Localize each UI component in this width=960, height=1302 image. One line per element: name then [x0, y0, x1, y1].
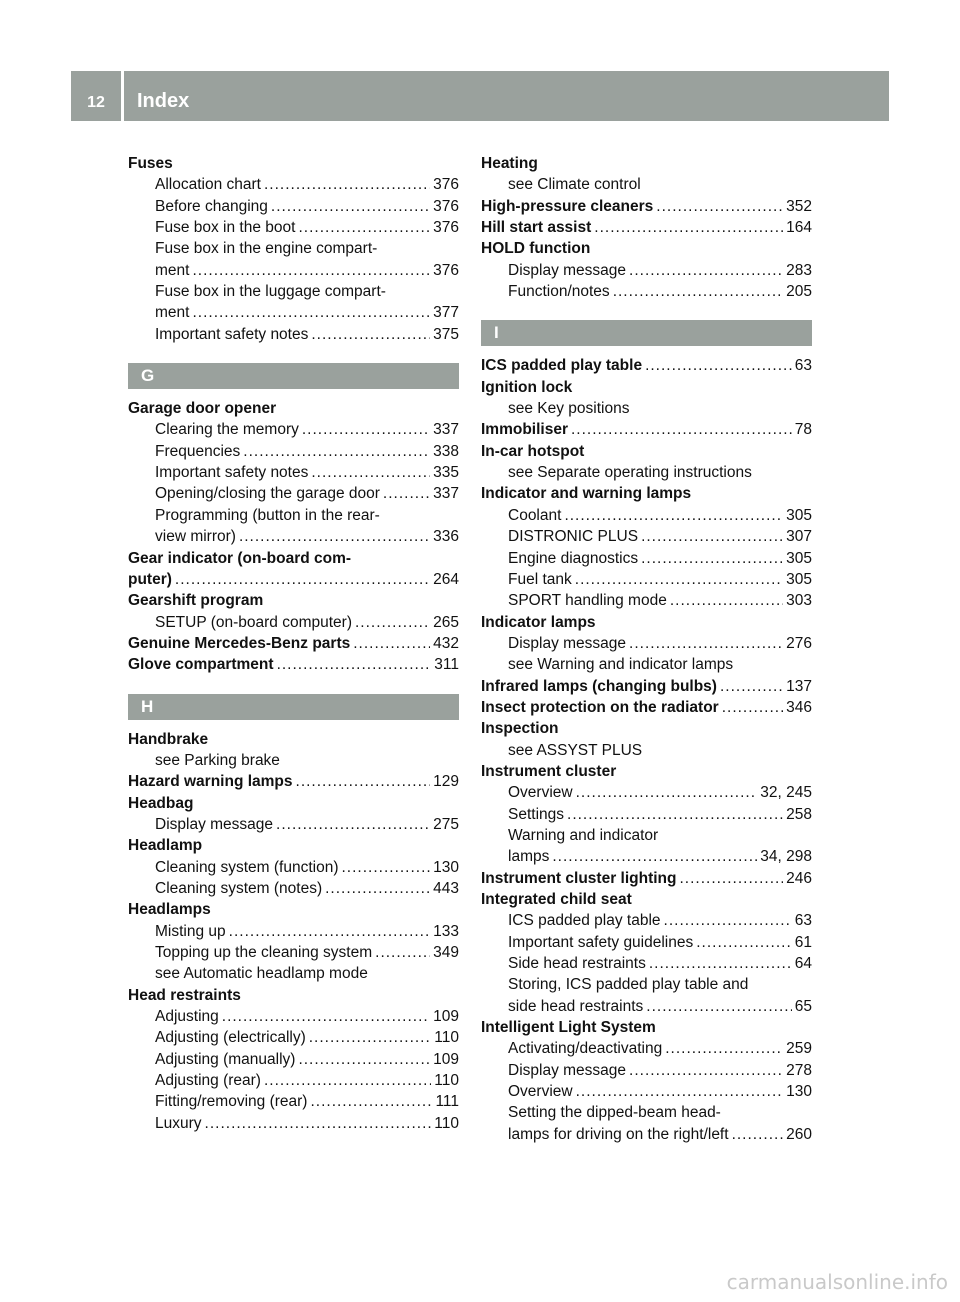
page-ref: 205 [786, 283, 812, 301]
dot-leader [594, 217, 783, 238]
index-subentry: see ASSYST PLUS [508, 741, 643, 759]
entry-label: Display message [508, 1061, 627, 1079]
page-ref: 336 [433, 528, 459, 546]
dot-leader [664, 910, 792, 931]
letter-divider: H [128, 694, 459, 720]
index-heading: Headlamp [128, 837, 203, 855]
dot-leader [309, 1027, 432, 1048]
index-subentry: see Climate control [508, 176, 641, 194]
index-subentry [481, 590, 812, 611]
entry-label: ICS padded play table [508, 912, 661, 930]
letter-divider: G [128, 363, 459, 389]
index-subentry [128, 1027, 459, 1048]
index-heading: Garage door opener [128, 400, 277, 418]
entry-label: lamps [508, 848, 550, 866]
dot-leader [567, 804, 783, 825]
page-ref: 64 [794, 955, 812, 973]
dot-leader [264, 174, 430, 195]
page-ref: 265 [433, 613, 459, 631]
dot-leader [613, 281, 783, 302]
entry-label: Overview [508, 1083, 573, 1101]
index-subentry [481, 260, 812, 281]
index-subentry: see Parking brake [155, 751, 280, 769]
page-ref: 130 [433, 858, 459, 876]
page-ref: 63 [794, 912, 812, 930]
entry-label: Allocation chart [155, 176, 261, 194]
dot-leader [325, 878, 430, 899]
page-ref: 130 [786, 1083, 812, 1101]
index-subentry [481, 569, 812, 590]
index-subentry [128, 612, 459, 633]
entry-label: Infrared lamps (changing bulbs) [481, 677, 717, 695]
index-subentry: see Warning and indicator lamps [508, 656, 734, 674]
dot-leader [552, 846, 757, 867]
index-subentry [481, 846, 812, 867]
index-heading: Integrated child seat [481, 891, 632, 908]
page-ref: 376 [433, 197, 459, 215]
index-heading: Headbag [128, 794, 194, 812]
page-ref: 32, 245 [760, 784, 812, 802]
index-subentry [128, 196, 459, 217]
dot-leader [192, 302, 430, 323]
page-ref: 259 [786, 1040, 812, 1058]
index-heading: In-car hotspot [481, 442, 585, 460]
page-ref: 65 [794, 997, 812, 1015]
page-ref: 111 [435, 1093, 459, 1111]
index-heading: Gearshift program [128, 592, 264, 610]
entry-label: Misting up [155, 922, 226, 940]
dot-leader [576, 1081, 784, 1102]
index-heading: Handbrake [128, 730, 209, 748]
page-ref: 376 [433, 176, 459, 194]
dot-leader [243, 441, 430, 462]
dot-leader [222, 1006, 430, 1027]
page-ref: 109 [433, 1008, 459, 1026]
dot-leader [192, 260, 430, 281]
dot-leader [298, 1049, 430, 1070]
dot-leader [645, 355, 792, 376]
entry-label: Adjusting [155, 1008, 219, 1026]
page-ref: 305 [786, 506, 812, 524]
index-heading: Indicator lamps [481, 613, 596, 631]
entry-label: Overview [508, 784, 573, 802]
page-ref: 34, 298 [760, 848, 812, 866]
page-ref: 375 [433, 325, 459, 343]
entry-label: High-pressure cleaners [481, 197, 654, 215]
dot-leader [722, 697, 783, 718]
index-subentry: Warning and indicator [508, 826, 659, 844]
page-ref: 335 [433, 464, 459, 482]
index-subentry [481, 910, 812, 931]
index-subentry [481, 1124, 812, 1145]
entry-label: Frequencies [155, 442, 241, 460]
page-ref: 432 [433, 634, 459, 652]
page-ref: 276 [786, 634, 812, 652]
page-ref: 109 [433, 1050, 459, 1068]
index-entry [128, 633, 459, 654]
index-entry [128, 569, 459, 590]
entry-label: SPORT handling mode [508, 592, 667, 610]
index-subentry [481, 526, 812, 547]
entry-label: Hill start assist [481, 219, 592, 237]
index-heading: Instrument cluster [481, 762, 617, 780]
page-ref: 377 [433, 304, 459, 322]
entry-label: Glove compartment [128, 656, 274, 674]
index-entry [481, 355, 812, 376]
entry-label: Cleaning system (notes) [155, 879, 323, 897]
entry-label: Adjusting (manually) [155, 1050, 296, 1068]
dot-leader [302, 419, 430, 440]
entry-label: Immobiliser [481, 421, 568, 439]
index-subentry [128, 324, 459, 345]
index-subentry [128, 462, 459, 483]
index-column-right [481, 153, 812, 1145]
page-ref: 258 [786, 805, 812, 823]
index-subentry: see Key positions [508, 400, 630, 418]
dot-leader [646, 996, 791, 1017]
page-ref: 305 [786, 549, 812, 567]
index-subentry [481, 804, 812, 825]
entry-label: Important safety notes [155, 464, 309, 482]
entry-label: view mirror) [155, 528, 236, 546]
entry-label: ment [155, 261, 190, 279]
index-subentry [128, 878, 459, 899]
page-ref: 275 [433, 815, 459, 833]
index-subentry [128, 814, 459, 835]
page-ref: 349 [433, 944, 459, 961]
index-subentry: Fuse box in the luggage compart- [155, 283, 386, 301]
index-subentry [128, 419, 459, 440]
page-ref: 246 [786, 869, 812, 887]
page-ref: 305 [786, 570, 812, 588]
dot-leader [649, 953, 792, 974]
page-ref: 338 [433, 442, 459, 460]
index-subentry [128, 1049, 459, 1070]
index-subentry [128, 174, 459, 195]
entry-label: Hazard warning lamps [128, 773, 293, 791]
entry-label: Topping up the cleaning system [155, 944, 373, 961]
entry-label: Cleaning system (function) [155, 858, 339, 876]
dot-leader [311, 324, 430, 345]
entry-label: Genuine Mercedes-Benz parts [128, 634, 351, 652]
entry-label: Engine diagnostics [508, 549, 639, 567]
page-number: 12 [87, 94, 105, 111]
index-subentry [128, 302, 459, 323]
page-ref: 346 [786, 698, 812, 716]
entry-label: Activating/deactivating [508, 1040, 663, 1058]
dot-leader [355, 612, 430, 633]
dot-leader [205, 1113, 432, 1134]
dot-leader [629, 1060, 783, 1081]
dot-leader [342, 857, 431, 878]
page-ref: 63 [794, 357, 812, 375]
page-ref: 307 [786, 528, 812, 546]
watermark: carmanualsonline.info [726, 1270, 948, 1294]
entry-label: Clearing the memory [155, 421, 299, 439]
index-entry [481, 217, 812, 238]
page-ref: 376 [433, 219, 459, 237]
dot-leader [175, 569, 430, 590]
dot-leader [298, 217, 430, 238]
letter-divider: I [481, 320, 812, 346]
entry-label: Fitting/removing (rear) [155, 1093, 308, 1111]
index-subentry [128, 441, 459, 462]
entry-label: Side head restraints [508, 955, 646, 973]
page-ref: 376 [433, 261, 459, 279]
dot-leader [239, 526, 430, 547]
page-ref: 260 [786, 1125, 812, 1143]
dot-leader [720, 676, 783, 697]
dot-leader [629, 260, 783, 281]
index-subentry [481, 953, 812, 974]
dot-leader [277, 654, 432, 675]
page-ref: 137 [786, 677, 812, 695]
dot-leader [311, 462, 430, 483]
dot-leader [571, 419, 792, 440]
index-subentry [481, 1060, 812, 1081]
page-ref: 283 [786, 261, 812, 279]
dot-leader [276, 814, 430, 835]
index-subentry [128, 526, 459, 547]
entry-label: side head restraints [508, 997, 644, 1015]
entry-label: Fuse box in the boot [155, 219, 296, 237]
index-heading: Intelligent Light System [481, 1019, 656, 1037]
entry-label: Display message [508, 261, 627, 279]
entry-label: DISTRONIC PLUS [508, 528, 639, 546]
entry-label: Display message [155, 815, 274, 833]
index-heading: Headlamps [128, 901, 211, 919]
index-entry [481, 676, 812, 697]
index-heading: Indicator and warning lamps [481, 485, 692, 503]
entry-label: Function/notes [508, 283, 610, 301]
index-subentry [128, 921, 459, 942]
index-subentry: Storing, ICS padded play table and [508, 976, 749, 994]
page-ref: 311 [434, 656, 459, 674]
index-subentry [128, 1070, 459, 1091]
dot-leader [353, 633, 430, 654]
index-subentry [128, 857, 459, 878]
index-subentry [481, 932, 812, 953]
index-subentry: see Separate operating instructions [508, 464, 752, 482]
index-subentry [481, 1038, 812, 1059]
page-ref: 61 [794, 933, 812, 951]
index-subentry [481, 505, 812, 526]
index-heading: HOLD function [481, 240, 591, 258]
index-heading: Head restraints [128, 986, 241, 1004]
index-column-left [128, 153, 459, 1134]
index-subentry [481, 281, 812, 302]
index-subentry [128, 260, 459, 281]
page-ref: 337 [433, 421, 459, 439]
index-subentry [481, 633, 812, 654]
index-heading: Fuses [128, 155, 173, 172]
dot-leader [296, 771, 431, 792]
entry-label: Adjusting (rear) [155, 1072, 261, 1090]
dot-leader [732, 1124, 784, 1145]
page-ref: 337 [433, 485, 459, 503]
index-subentry [481, 1081, 812, 1102]
page-header [71, 71, 889, 121]
dot-leader [310, 1091, 432, 1112]
index-entry [481, 697, 812, 718]
index-heading: Heating [481, 155, 538, 172]
entry-label: Important safety guidelines [508, 933, 694, 951]
entry-label: Instrument cluster lighting [481, 869, 677, 887]
dot-leader [564, 505, 783, 526]
entry-label: lamps for driving on the right/left [508, 1125, 729, 1143]
dot-leader [264, 1070, 431, 1091]
index-heading: Inspection [481, 720, 559, 738]
page-ref: 278 [786, 1061, 812, 1079]
entry-label: Display message [508, 634, 627, 652]
index-subentry [128, 217, 459, 238]
page-ref: 133 [433, 922, 459, 940]
entry-label: Adjusting (electrically) [155, 1029, 306, 1047]
dot-leader [679, 868, 783, 889]
index-subentry: Fuse box in the engine compart- [155, 240, 378, 258]
page-ref: 110 [434, 1114, 459, 1132]
index-subentry [481, 548, 812, 569]
index-subentry [128, 1091, 459, 1112]
index-subentry: Programming (button in the rear- [155, 506, 380, 524]
index-subentry [128, 1113, 459, 1134]
dot-leader [656, 196, 783, 217]
dot-leader [271, 196, 430, 217]
index-heading: Gear indicator (on-board com- [128, 549, 352, 567]
dot-leader [641, 526, 783, 547]
entry-label: Opening/closing the garage door [155, 485, 380, 503]
entry-label: Important safety notes [155, 325, 309, 343]
index-entry [128, 654, 459, 675]
index-subentry [481, 782, 812, 803]
page-ref: 110 [434, 1072, 459, 1090]
index-subentry [128, 483, 459, 504]
index-heading: Ignition lock [481, 378, 573, 396]
entry-label: ICS padded play table [481, 357, 643, 375]
dot-leader [229, 921, 430, 942]
dot-leader [576, 782, 758, 803]
page-ref: 78 [794, 421, 812, 439]
page-ref: 129 [433, 773, 459, 791]
entry-label: Before changing [155, 197, 268, 215]
index-subentry [481, 996, 812, 1017]
dot-leader [629, 633, 783, 654]
dot-leader [670, 590, 783, 611]
index-entry [481, 419, 812, 440]
entry-label: SETUP (on-board computer) [155, 613, 352, 631]
section-title: Index [137, 90, 190, 112]
entry-label: Coolant [508, 506, 562, 524]
entry-label: Insect protection on the radiator [481, 698, 719, 716]
index-subentry: Setting the dipped-beam head- [508, 1104, 721, 1122]
dot-leader [665, 1038, 783, 1059]
index-entry [481, 196, 812, 217]
dot-leader [383, 483, 430, 504]
page-ref: 264 [433, 570, 459, 588]
page-ref: 164 [786, 219, 812, 237]
dot-leader [641, 548, 783, 569]
index-entry [128, 771, 459, 792]
entry-label: Luxury [155, 1114, 202, 1132]
entry-label: Settings [508, 805, 565, 823]
index-subentry: see Automatic headlamp mode [155, 965, 368, 983]
page-ref: 443 [433, 879, 459, 897]
index-entry [481, 868, 812, 889]
page-ref: 303 [786, 592, 812, 610]
dot-leader [696, 932, 792, 953]
entry-label: Fuel tank [508, 570, 572, 588]
entry-label: ment [155, 304, 190, 322]
page-ref: 352 [786, 197, 812, 215]
page-ref: 110 [434, 1029, 459, 1047]
index-subentry [128, 1006, 459, 1027]
index-subentry [128, 942, 459, 963]
dot-leader [575, 569, 783, 590]
entry-label: puter) [128, 570, 172, 588]
dot-leader [375, 942, 430, 963]
